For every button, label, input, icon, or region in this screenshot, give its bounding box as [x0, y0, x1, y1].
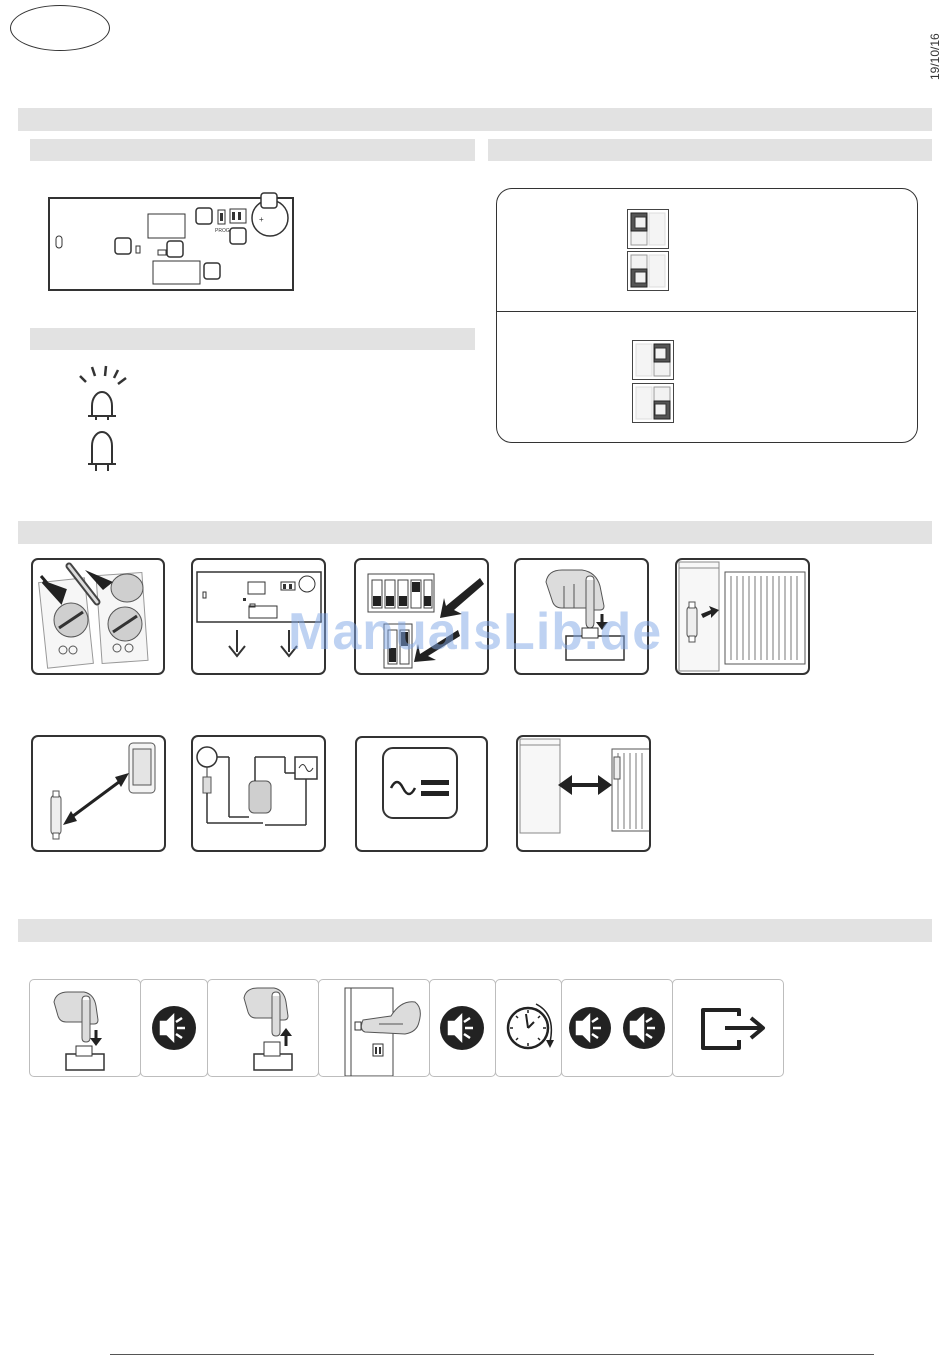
svg-text:+: +	[259, 215, 264, 224]
step-wiring-diagram	[191, 735, 326, 852]
section-header-bar-1	[18, 108, 932, 131]
subsection-bar-dip	[488, 139, 932, 161]
document-date: 19/10/16	[928, 33, 942, 80]
prog-label: PROG	[215, 228, 230, 234]
footer-divider	[110, 1354, 874, 1355]
exit-icon	[703, 1010, 763, 1048]
watermark-text: ManualsLib.de	[288, 603, 663, 661]
led-off-icon	[82, 430, 122, 472]
dip-switch-setting-2	[627, 251, 669, 291]
section-header-bar-2	[18, 521, 932, 544]
dip-panel-divider	[497, 311, 916, 312]
circuit-board-diagram	[48, 192, 296, 292]
step-power-supply	[355, 736, 488, 852]
dip-switch-setting-3	[632, 340, 674, 380]
seq-beep-1	[140, 979, 208, 1077]
seq-release-button	[207, 979, 319, 1077]
seq-beep-twice	[561, 979, 673, 1077]
step-insert-batteries	[31, 558, 165, 675]
seq-exit	[672, 979, 784, 1077]
step-pair-distance	[31, 735, 166, 852]
seq-slide-cover	[318, 979, 430, 1077]
led-blinking-icon	[76, 364, 128, 420]
clock-icon	[508, 1004, 554, 1048]
seq-beep-2	[429, 979, 496, 1077]
step-mount-on-radiator	[516, 735, 651, 852]
subsection-bar-led	[30, 328, 475, 350]
dip-switch-panel	[496, 188, 918, 443]
dip-switch-setting-1	[627, 209, 669, 249]
dip-switch-setting-4	[632, 383, 674, 423]
section-header-bar-3	[18, 919, 932, 942]
step-mount-sensor-radiator	[675, 558, 810, 675]
seq-press-button	[29, 979, 141, 1077]
brand-logo-oval	[10, 5, 110, 51]
seq-wait-timer	[495, 979, 562, 1077]
subsection-bar-board	[30, 139, 475, 161]
